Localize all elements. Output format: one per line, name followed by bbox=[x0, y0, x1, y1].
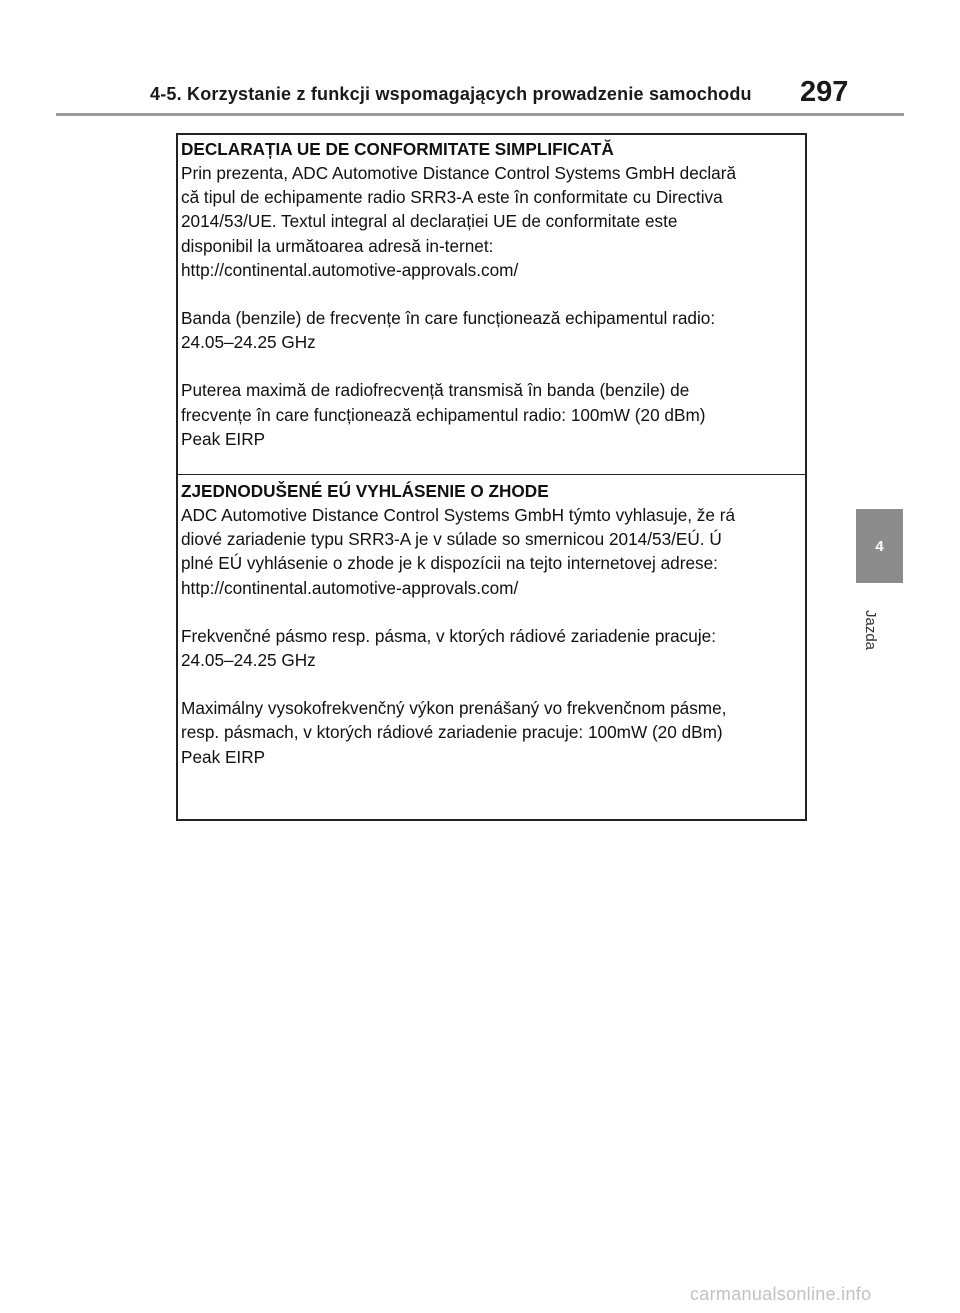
declaration-paragraph: ADC Automotive Distance Control Systems GmbH týmto vyhlasuje, že rá diové zariadenie typu SRR3-A je v súlade so smernicou 2014/53/EÚ. Ú plné EÚ vyhlásenie o zhode je k dispozícii na tejto internetovej adrese: http://continental.automotive-approvals.com/ bbox=[181, 505, 736, 598]
header-title: 4-5. Korzystanie z funkcji wspomagających prowadzenie samochodu bbox=[150, 84, 752, 104]
chapter-tab-number: 4 bbox=[875, 537, 884, 555]
section-title: ZJEDNODUŠENÉ EÚ VYHLÁSENIE O ZHODE bbox=[181, 481, 549, 501]
declaration-section-romanian bbox=[178, 135, 805, 475]
declaration-section-slovak bbox=[178, 477, 805, 793]
max-power-paragraph: Puterea maximă de radiofrecvență transmisă în banda (benzile) de frecvențe în care funcționează echipamentul radio: 100mW (20 dBm) Peak EIRP bbox=[181, 380, 706, 449]
chapter-tab[interactable] bbox=[856, 509, 903, 583]
declaration-box bbox=[176, 133, 807, 821]
chapter-tab-label: Jazda bbox=[862, 610, 879, 651]
site-watermark: carmanualsonline.info bbox=[690, 1284, 872, 1304]
section-title: DECLARAȚIA UE DE CONFORMITATE SIMPLIFICATĂ bbox=[181, 139, 614, 159]
declaration-paragraph: Prin prezenta, ADC Automotive Distance Control Systems GmbH declară că tipul de echipamente radio SRR3-A este în conformitate cu Directiva 2014/53/UE. Textul integral al declarației UE de conformitate este disponibil la următoarea adresă in-ternet: http://continental.automotive-approvals.com/ bbox=[181, 163, 737, 280]
frequency-band-paragraph: Banda (benzile) de frecvențe în care funcționează echipamentul radio: 24.05–24.25 GHz bbox=[181, 308, 716, 353]
page-number: 297 bbox=[800, 76, 849, 108]
frequency-band-paragraph: Frekvenčné pásmo resp. pásma, v ktorých rádiové zariadenie pracuje: 24.05–24.25 GHz bbox=[181, 625, 716, 671]
header-divider bbox=[56, 113, 904, 116]
max-power-paragraph: Maximálny vysokofrekvenčný výkon prenášaný vo frekvenčnom pásme, resp. pásmach, v ktorých rádiové zariadenie pracuje: 100mW (20 dBm) Peak EIRP bbox=[181, 698, 727, 767]
